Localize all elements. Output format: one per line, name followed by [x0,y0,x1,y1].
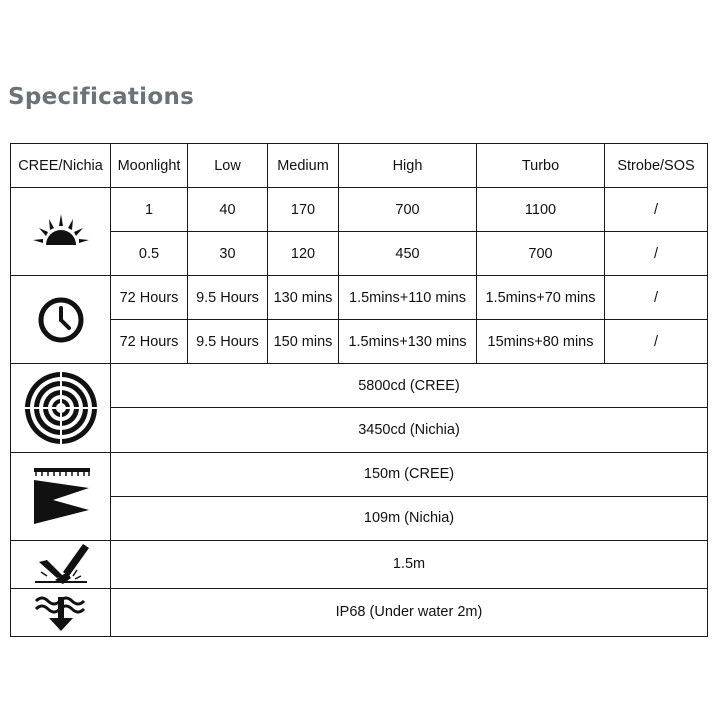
lumens-cell: 120 [268,232,339,276]
lumens-row-nichia [11,232,708,276]
header-high: High [339,144,477,188]
distance-row-cree [11,452,708,496]
header-moonlight: Moonlight [111,144,188,188]
intensity-row-nichia [11,408,708,452]
intensity-icon-cell [11,364,111,452]
output-icon-cell [11,188,111,276]
lumens-cell: 1 [111,188,188,232]
lumens-cell: 700 [339,188,477,232]
distance-row-nichia [11,496,708,540]
runtime-icon-cell [11,276,111,364]
lumens-row-cree [11,188,708,232]
impact-resistance-icon [33,542,89,586]
header-row [11,144,708,188]
runtime-cell: 1.5mins+110 mins [339,276,477,320]
runtime-cell: 1.5mins+130 mins [339,320,477,364]
waterproof-cell: IP68 (Under water 2m) [111,588,708,636]
runtime-cell: / [605,276,708,320]
runtime-cell: 15mins+80 mins [477,320,605,364]
runtime-cell: 72 Hours [111,276,188,320]
runtime-cell: 9.5 Hours [188,320,268,364]
header-medium: Medium [268,144,339,188]
intensity-cell: 3450cd (Nichia) [111,408,708,452]
runtime-cell: 150 mins [268,320,339,364]
header-cree-nichia: CREE/Nichia [11,144,111,188]
runtime-cell: 130 mins [268,276,339,320]
waterproof-icon-cell [11,588,111,636]
lumens-cell: 450 [339,232,477,276]
specifications-table [10,143,708,637]
lumens-cell: 1100 [477,188,605,232]
impact-cell: 1.5m [111,540,708,588]
beam-distance-icon [31,466,91,526]
waterproof-row [11,588,708,636]
header-turbo: Turbo [477,144,605,188]
impact-icon-cell [11,540,111,588]
clock-icon [36,295,86,345]
lumens-cell: / [605,188,708,232]
runtime-row-cree [11,276,708,320]
header-strobe-sos: Strobe/SOS [605,144,708,188]
lumens-cell: 40 [188,188,268,232]
impact-row [11,540,708,588]
distance-icon-cell [11,452,111,540]
intensity-cell: 5800cd (CREE) [111,364,708,408]
target-rings-icon [23,370,99,446]
runtime-row-nichia [11,320,708,364]
header-low: Low [188,144,268,188]
runtime-cell: 72 Hours [111,320,188,364]
lumens-cell: 700 [477,232,605,276]
lumens-cell: / [605,232,708,276]
runtime-cell: 1.5mins+70 mins [477,276,605,320]
page-title: Specifications [8,84,195,110]
distance-cell: 150m (CREE) [111,452,708,496]
runtime-cell: / [605,320,708,364]
waterproof-icon [33,592,89,632]
intensity-row-cree [11,364,708,408]
lumens-cell: 0.5 [111,232,188,276]
runtime-cell: 9.5 Hours [188,276,268,320]
sun-rays-icon [30,212,92,252]
lumens-cell: 30 [188,232,268,276]
lumens-cell: 170 [268,188,339,232]
distance-cell: 109m (Nichia) [111,496,708,540]
